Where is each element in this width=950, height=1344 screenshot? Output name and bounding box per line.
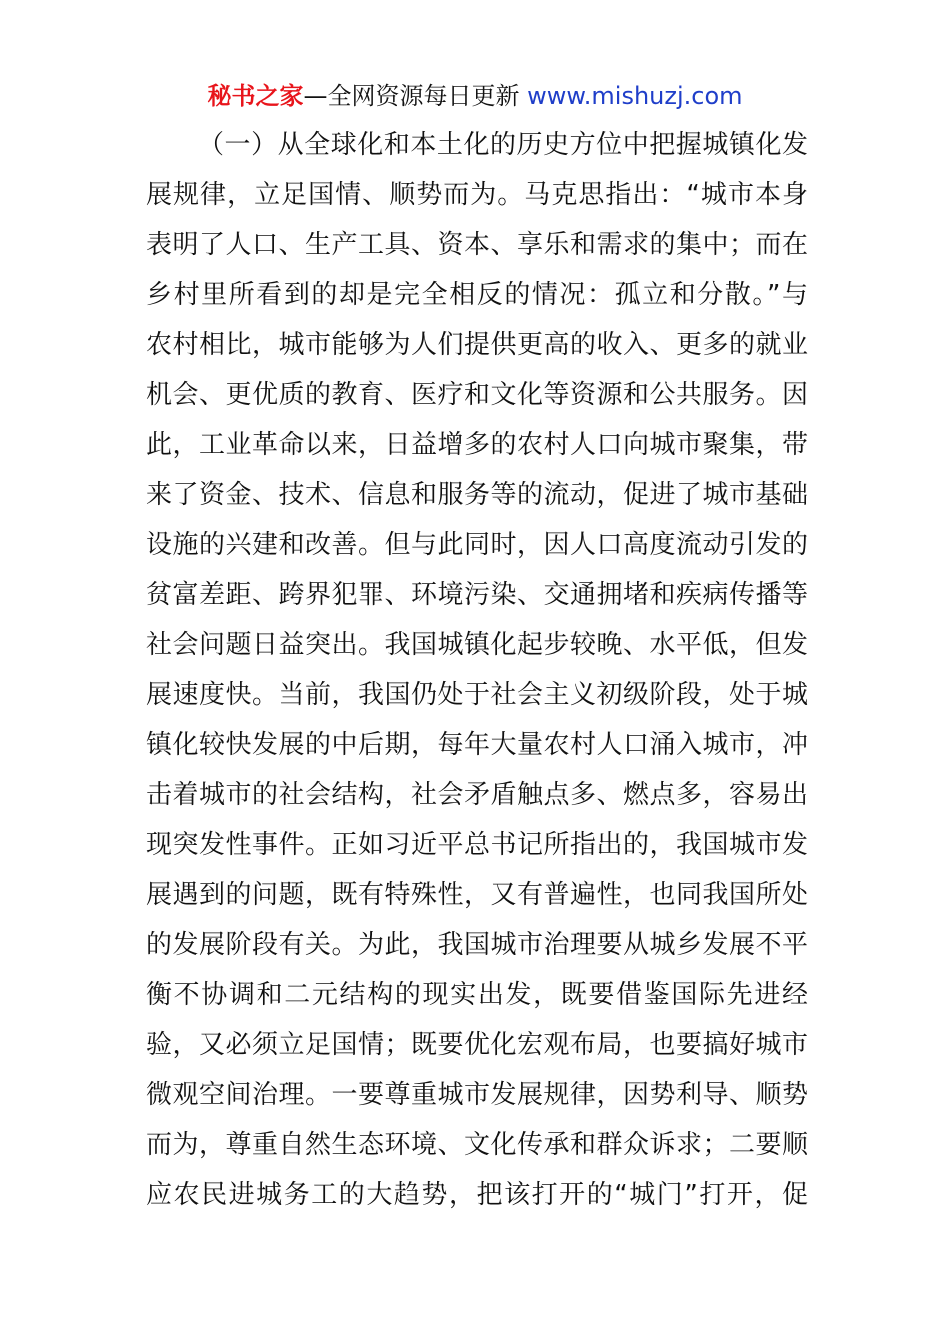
paragraph-line: 贫富差距、跨界犯罪、环境污染、交通拥堵和疾病传播等 bbox=[146, 580, 808, 610]
site-url-link[interactable]: www.mishuzj.com bbox=[527, 82, 743, 110]
brand-name: 秘书之家 bbox=[207, 82, 304, 110]
paragraph-line: 应农民进城务工的大趋势，把该打开的“城门”打开，促 bbox=[146, 1180, 808, 1210]
site-header bbox=[0, 80, 950, 112]
paragraph-line: 乡村里所看到的却是完全相反的情况：孤立和分散。”与 bbox=[146, 280, 808, 310]
paragraph-line: 设施的兴建和改善。但与此同时，因人口高度流动引发的 bbox=[146, 530, 808, 560]
paragraph-line: 展规律，立足国情、顺势而为。马克思指出：“城市本身 bbox=[146, 180, 808, 210]
header-tagline: —全网资源每日更新 bbox=[303, 82, 528, 110]
paragraph-line: 来了资金、技术、信息和服务等的流动，促进了城市基础 bbox=[146, 480, 808, 510]
paragraph-line: 机会、更优质的教育、医疗和文化等资源和公共服务。因 bbox=[146, 380, 808, 410]
paragraph-line: 验，又必须立足国情；既要优化宏观布局，也要搞好城市 bbox=[146, 1030, 808, 1060]
paragraph-line: 农村相比，城市能够为人们提供更高的收入、更多的就业 bbox=[146, 330, 808, 360]
document-body bbox=[146, 120, 808, 1220]
paragraph-line: 展速度快。当前，我国仍处于社会主义初级阶段，处于城 bbox=[146, 680, 808, 710]
paragraph-line: 而为，尊重自然生态环境、文化传承和群众诉求；二要顺 bbox=[146, 1130, 808, 1160]
paragraph-line: 此，工业革命以来，日益增多的农村人口向城市聚集，带 bbox=[146, 430, 808, 460]
paragraph-line: 微观空间治理。一要尊重城市发展规律，因势利导、顺势 bbox=[146, 1080, 808, 1110]
paragraph-line: 衡不协调和二元结构的现实出发，既要借鉴国际先进经 bbox=[146, 980, 808, 1010]
paragraph-line: 社会问题日益突出。我国城镇化起步较晚、水平低，但发 bbox=[146, 630, 808, 660]
paragraph-line: 现突发性事件。正如习近平总书记所指出的，我国城市发 bbox=[146, 830, 808, 860]
paragraph-line: （一）从全球化和本土化的历史方位中把握城镇化发 bbox=[198, 130, 808, 160]
paragraph-line: 表明了人口、生产工具、资本、享乐和需求的集中；而在 bbox=[146, 230, 808, 260]
paragraph-line: 镇化较快发展的中后期，每年大量农村人口涌入城市，冲 bbox=[146, 730, 808, 760]
paragraph-line: 击着城市的社会结构，社会矛盾触点多、燃点多，容易出 bbox=[146, 780, 808, 810]
paragraph-line: 的发展阶段有关。为此，我国城市治理要从城乡发展不平 bbox=[146, 930, 808, 960]
paragraph-line: 展遇到的问题，既有特殊性，又有普遍性，也同我国所处 bbox=[146, 880, 808, 910]
